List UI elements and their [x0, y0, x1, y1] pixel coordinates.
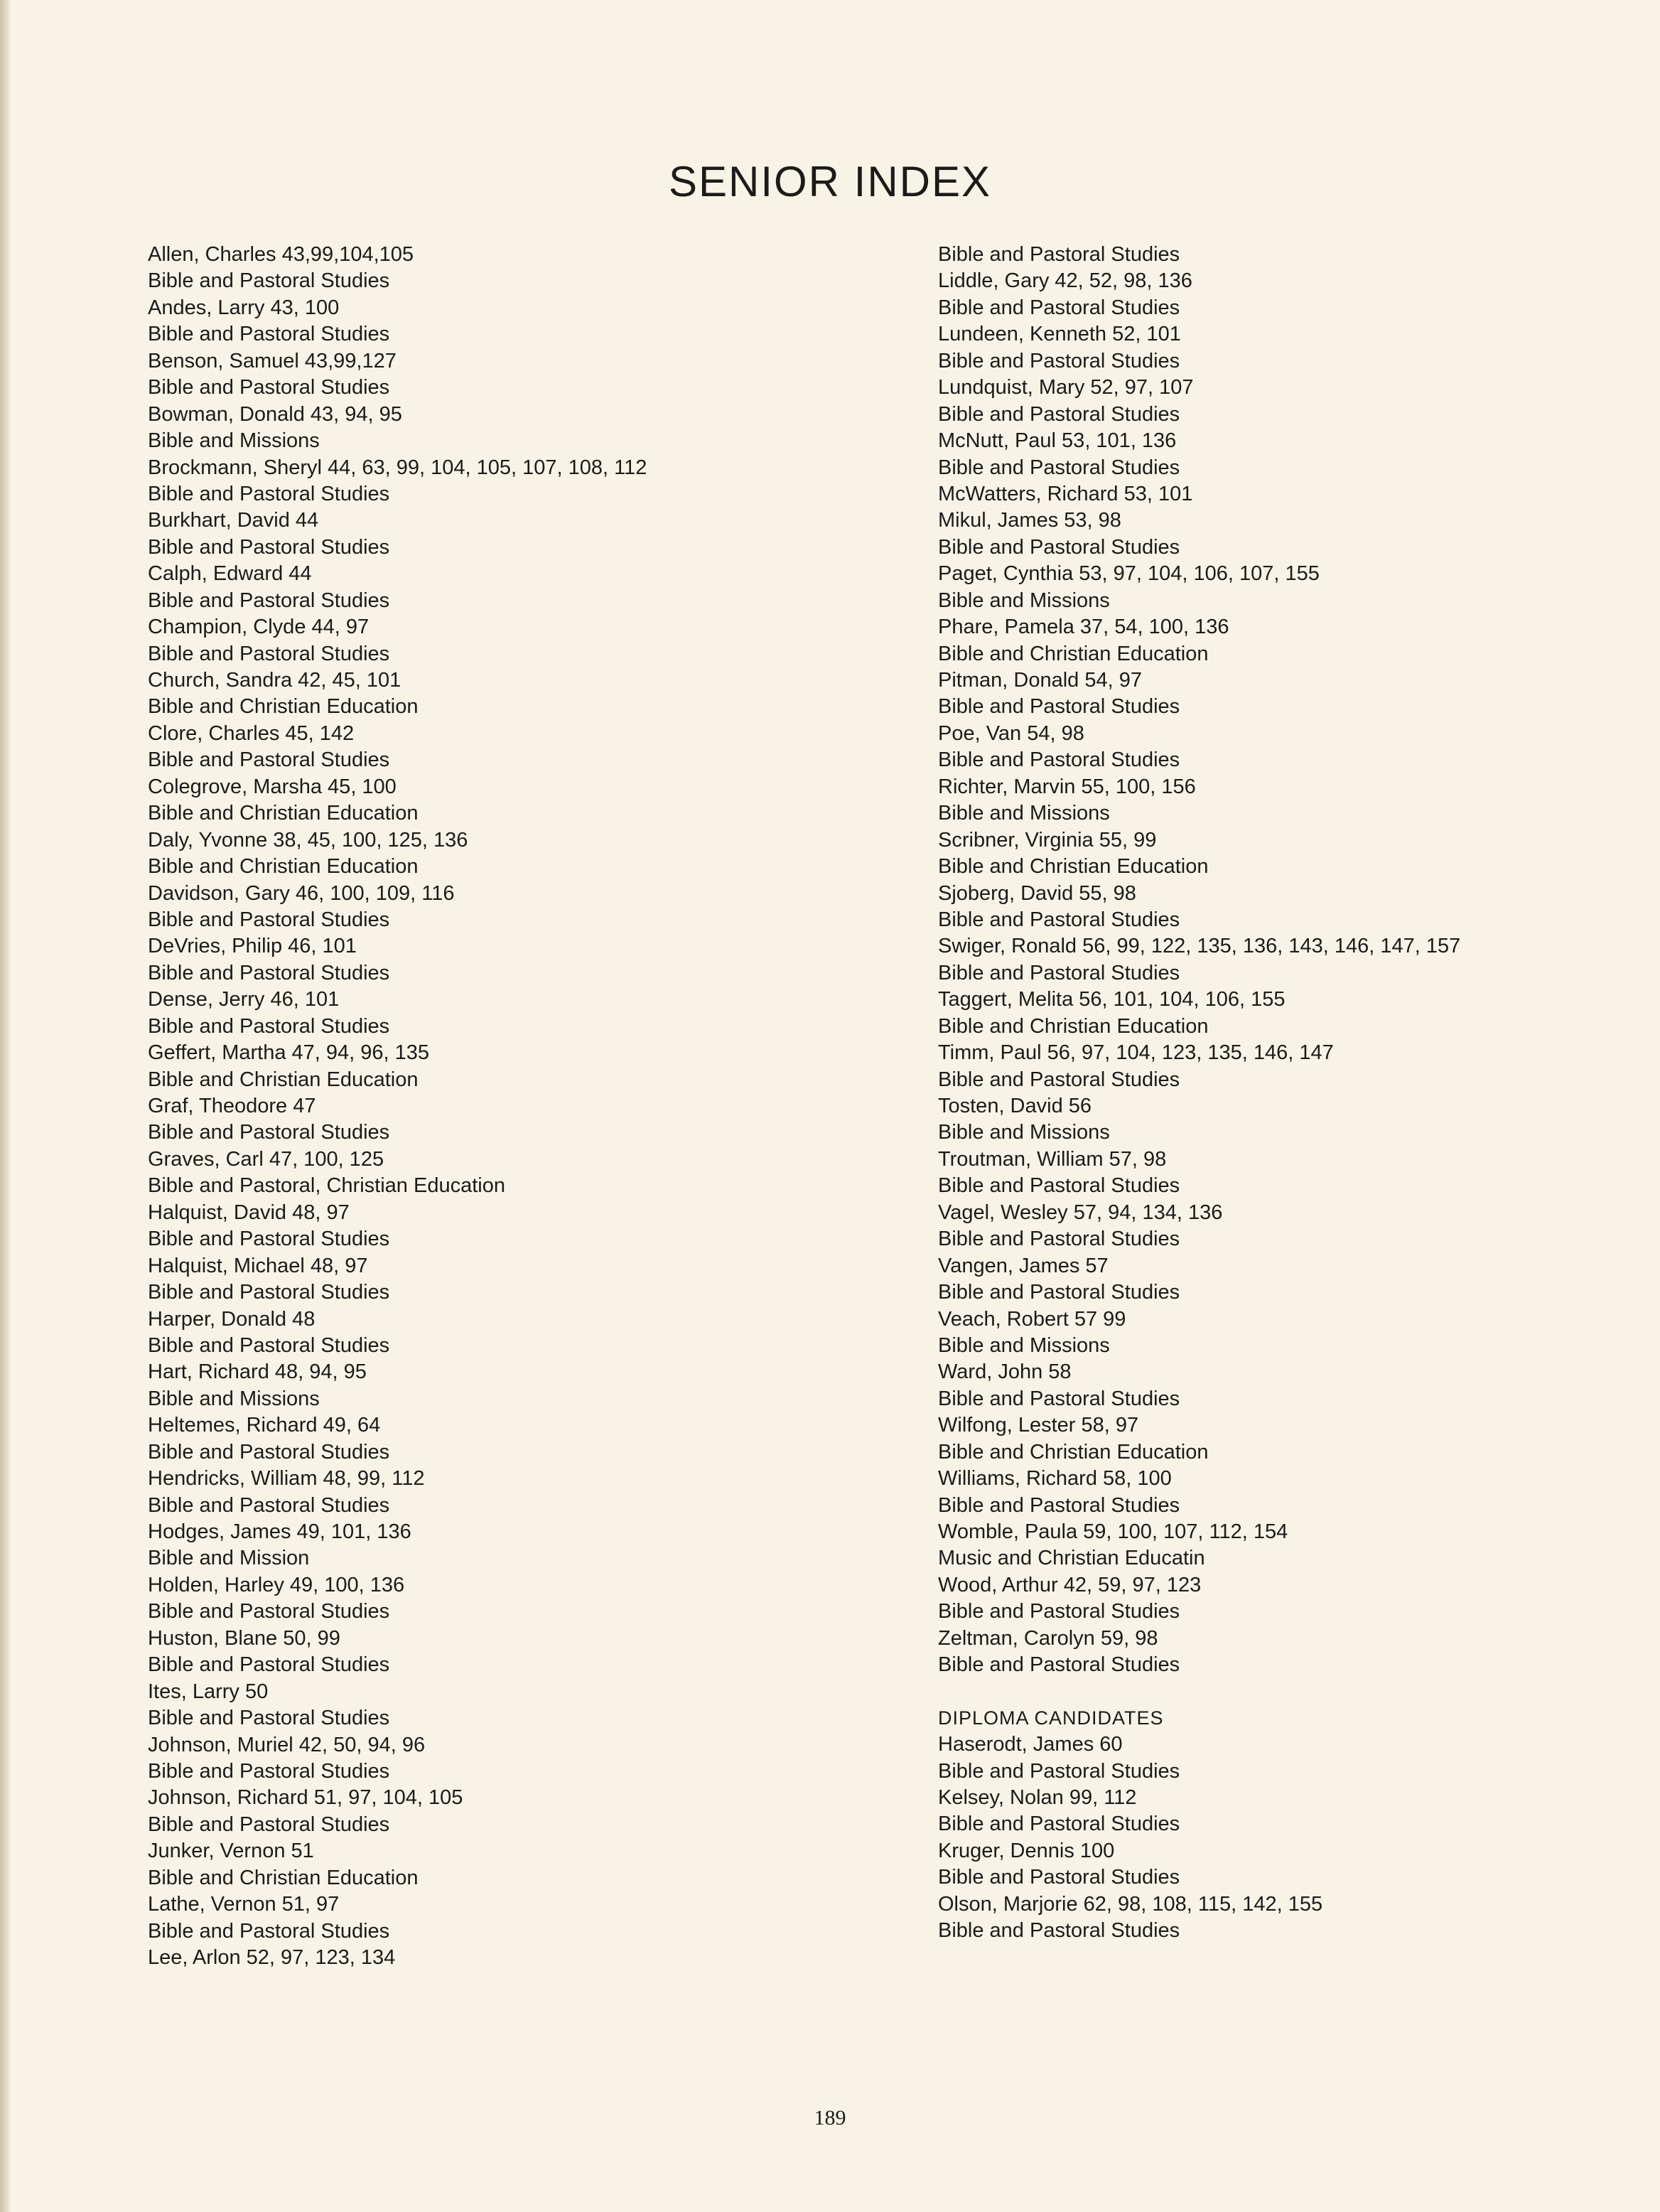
index-entry-name: Johnson, Muriel 42, 50, 94, 96 — [148, 1733, 426, 1756]
index-entry-name: Pitman, Donald 54, 97 — [938, 669, 1142, 692]
index-entry-program: Bible and Pastoral Studies — [938, 349, 1180, 372]
index-entry-name: Bowman, Donald 43, 94, 95 — [148, 402, 402, 426]
index-entry-name: Vangen, James 57 — [938, 1254, 1109, 1277]
index-entry-name: Richter, Marvin 55, 100, 156 — [938, 775, 1196, 798]
index-entry-name: Womble, Paula 59, 100, 107, 112, 154 — [938, 1520, 1288, 1543]
index-entry-name: Ites, Larry 50 — [148, 1680, 269, 1703]
index-entry-name: Timm, Paul 56, 97, 104, 123, 135, 146, 147 — [938, 1041, 1334, 1065]
index-entry-name: Hodges, James 49, 101, 136 — [148, 1520, 411, 1543]
index-entry-program: Bible and Pastoral Studies — [938, 961, 1180, 984]
index-entry-program: Bible and Christian Education — [938, 642, 1209, 665]
index-entry-name: Holden, Harley 49, 100, 136 — [148, 1573, 405, 1596]
index-entry-program: Bible and Pastoral Studies — [938, 1228, 1180, 1251]
index-entry-name: Zeltman, Carolyn 59, 98 — [938, 1626, 1158, 1650]
index-entry-program: Bible and Pastoral Studies — [148, 1653, 390, 1677]
index-entry-name: Allen, Charles 43,99,104,105 — [148, 243, 414, 266]
index-entry-name: Swiger, Ronald 56, 99, 122, 135, 136, 143, 146, 147, 157 — [938, 935, 1461, 958]
index-entry-name: Champion, Clyde 44, 97 — [148, 616, 370, 639]
index-entry-program: Bible and Pastoral Studies — [938, 1653, 1180, 1677]
index-entry-program: Bible and Pastoral Studies — [148, 1333, 390, 1357]
index-entry-program: Bible and Missions — [938, 1333, 1110, 1357]
index-entry-program: Bible and Christian Education — [148, 802, 419, 825]
index-entry-name: Hendricks, William 48, 99, 112 — [148, 1467, 425, 1491]
index-entry-program: Bible and Pastoral Studies — [148, 1014, 390, 1038]
index-entry-program: Bible and Pastoral Studies — [938, 1813, 1180, 1836]
page-binding-edge — [0, 0, 10, 2212]
index-entry-name: Huston, Blane 50, 99 — [148, 1626, 340, 1650]
index-entry-program: Bible and Pastoral Studies — [148, 908, 390, 931]
index-entry-program: Bible and Pastoral Studies — [938, 748, 1180, 772]
index-entry-program: Bible and Pastoral Studies — [148, 1600, 390, 1623]
index-entry-name: Heltemes, Richard 49, 64 — [148, 1414, 381, 1437]
index-entry-name: Olson, Marjorie 62, 98, 108, 115, 142, 155 — [938, 1892, 1323, 1916]
index-entry-program: Bible and Pastoral Studies — [938, 908, 1180, 931]
index-entry-program: Bible and Pastoral Studies — [148, 1440, 390, 1464]
index-entry-program: Bible and Pastoral Studies — [148, 535, 390, 559]
index-entry-program: Bible and Pastoral Studies — [938, 1281, 1180, 1304]
index-entry-program: Bible and Missions — [148, 1387, 320, 1410]
index-entry-program: Bible and Pastoral Studies — [938, 296, 1180, 319]
index-entry-name: Johnson, Richard 51, 97, 104, 105 — [148, 1786, 463, 1810]
index-entry-program: Bible and Pastoral Studies — [148, 323, 390, 346]
index-entry-program: Bible and Pastoral Studies — [148, 589, 390, 612]
index-entry-name: Scribner, Virginia 55, 99 — [938, 828, 1157, 852]
index-entry-program: Bible and Christian Education — [938, 855, 1209, 879]
index-entry-name: Vagel, Wesley 57, 94, 134, 136 — [938, 1201, 1223, 1224]
index-entry-program: Bible and Pastoral Studies — [938, 402, 1180, 426]
index-entry-program: Bible and Pastoral Studies — [938, 1493, 1180, 1517]
index-entry-program: Bible and Pastoral Studies — [938, 1174, 1180, 1198]
index-entry-program: Bible and Christian Education — [148, 855, 419, 879]
index-entry-name: Williams, Richard 58, 100 — [938, 1467, 1172, 1491]
index-entry-program: Bible and Pastoral Studies — [148, 1228, 390, 1251]
page-title: SENIOR INDEX — [668, 158, 992, 205]
index-entry-program: Bible and Pastoral Studies — [938, 1919, 1180, 1943]
index-entry-program: Bible and Pastoral Studies — [938, 1600, 1180, 1623]
index-entry-name: Graf, Theodore 47 — [148, 1095, 316, 1117]
index-entry-name: Veach, Robert 57 99 — [938, 1307, 1126, 1331]
index-entry-name: Mikul, James 53, 98 — [938, 509, 1121, 532]
page-number: 189 — [814, 2106, 846, 2130]
index-entry-name: Graves, Carl 47, 100, 125 — [148, 1147, 384, 1171]
index-entry-program: Bible and Mission — [148, 1547, 310, 1570]
index-entry-name: Hart, Richard 48, 94, 95 — [148, 1360, 367, 1384]
index-entry-name: Paget, Cynthia 53, 97, 104, 106, 107, 155 — [938, 562, 1320, 586]
index-entry-program: Bible and Pastoral Studies — [148, 1759, 390, 1783]
index-entry-program: Bible and Pastoral Studies — [938, 535, 1180, 559]
index-entry-name: Liddle, Gary 42, 52, 98, 136 — [938, 269, 1192, 293]
index-entry-program: Bible and Pastoral Studies — [148, 642, 390, 665]
index-entry-program: Bible and Christian Education — [938, 1014, 1209, 1038]
index-entry-program: Bible and Pastoral Studies — [938, 1759, 1180, 1783]
index-entry-name: Haserodt, James 60 — [938, 1733, 1123, 1756]
index-entry-name: Lundquist, Mary 52, 97, 107 — [938, 376, 1194, 399]
index-entry-name: Poe, Van 54, 98 — [938, 721, 1084, 745]
index-entry-program: Bible and Pastoral Studies — [148, 1121, 390, 1144]
index-entry-name: Harper, Donald 48 — [148, 1307, 316, 1331]
index-entry-name: Daly, Yvonne 38, 45, 100, 125, 136 — [148, 828, 468, 852]
index-entry-name: Kruger, Dennis 100 — [938, 1839, 1115, 1862]
index-entry-program: Bible and Christian Education — [148, 1866, 419, 1889]
index-entry-name: Brockmann, Sheryl 44, 63, 99, 104, 105, 107, 108, 112 — [148, 456, 647, 479]
index-entry-name: Colegrove, Marsha 45, 100 — [148, 775, 397, 798]
index-entry-program: Bible and Pastoral Studies — [148, 376, 390, 399]
index-entry-program: Bible and Pastoral Studies — [938, 695, 1180, 719]
index-entry-name: Wilfong, Lester 58, 97 — [938, 1414, 1139, 1437]
index-entry-program: Bible and Pastoral Studies — [938, 456, 1180, 479]
index-entry-name: McNutt, Paul 53, 101, 136 — [938, 429, 1177, 453]
index-entry-program: Bible and Missions — [148, 429, 320, 453]
index-entry-program: Bible and Pastoral Studies — [148, 1813, 390, 1836]
index-entry-name: Dense, Jerry 46, 101 — [148, 988, 340, 1011]
index-column-left — [148, 242, 647, 1971]
index-entry-name: Troutman, William 57, 98 — [938, 1147, 1167, 1171]
index-entry-name: Andes, Larry 43, 100 — [148, 296, 340, 319]
index-entry-program: Bible and Pastoral Studies — [938, 1068, 1180, 1091]
index-entry-name: Benson, Samuel 43,99,127 — [148, 349, 397, 372]
index-entry-name: Davidson, Gary 46, 100, 109, 116 — [148, 881, 455, 905]
index-entry-name: Burkhart, David 44 — [148, 509, 319, 532]
index-entry-name: Calph, Edward 44 — [148, 562, 312, 586]
index-entry-name: Sjoberg, David 55, 98 — [938, 881, 1136, 905]
section-spacer — [938, 1679, 1460, 1705]
index-entry-program: Bible and Pastoral Studies — [148, 482, 390, 505]
index-entry-program: Bible and Pastoral Studies — [938, 1387, 1180, 1410]
index-entry-name: Junker, Vernon 51 — [148, 1840, 314, 1863]
index-column-right — [938, 242, 1460, 1945]
index-entry-name: Church, Sandra 42, 45, 101 — [148, 669, 401, 692]
index-entry-program: Bible and Christian Education — [148, 695, 419, 719]
index-entry-program: Bible and Pastoral Studies — [148, 1707, 390, 1730]
index-entry-program: Bible and Missions — [938, 589, 1110, 612]
index-entry-program: Bible and Pastoral Studies — [148, 748, 390, 772]
index-entry-name: McWatters, Richard 53, 101 — [938, 482, 1193, 505]
index-entry-program: Bible and Christian Education — [148, 1068, 419, 1091]
index-entry-name: Lundeen, Kenneth 52, 101 — [938, 323, 1181, 346]
index-entry-name: Tosten, David 56 — [938, 1095, 1092, 1117]
index-entry-program: Bible and Pastoral Studies — [148, 961, 390, 984]
index-entry-name: Clore, Charles 45, 142 — [148, 721, 355, 745]
index-entry-program: Bible and Pastoral, Christian Education — [148, 1174, 505, 1198]
index-entry-name: Geffert, Martha 47, 94, 96, 135 — [148, 1041, 430, 1065]
index-entry-program: Bible and Pastoral Studies — [938, 243, 1180, 266]
index-entry-program: Music and Christian Educatin — [938, 1547, 1205, 1570]
index-entry-name: Ward, John 58 — [938, 1360, 1072, 1384]
index-entry-program: Bible and Missions — [938, 1121, 1110, 1144]
index-entry-program: Bible and Pastoral Studies — [148, 1493, 390, 1517]
index-entry-name: Halquist, David 48, 97 — [148, 1201, 350, 1224]
index-entry-program: Bible and Missions — [938, 802, 1110, 825]
index-entry-program: Bible and Pastoral Studies — [148, 1919, 390, 1943]
index-entry-program: Bible and Pastoral Studies — [148, 269, 390, 293]
index-entry-name: Phare, Pamela 37, 54, 100, 136 — [938, 616, 1229, 639]
index-entry-name: Halquist, Michael 48, 97 — [148, 1254, 368, 1277]
section-heading-diploma-candidates: DIPLOMA CANDIDATES — [938, 1707, 1164, 1729]
index-entry-name: Taggert, Melita 56, 101, 104, 106, 155 — [938, 988, 1286, 1011]
index-entry-name: Kelsey, Nolan 99, 112 — [938, 1786, 1137, 1809]
index-entry-name: Wood, Arthur 42, 59, 97, 123 — [938, 1573, 1202, 1596]
index-entry-name: DeVries, Philip 46, 101 — [148, 935, 357, 958]
index-entry-program: Bible and Pastoral Studies — [938, 1866, 1180, 1889]
index-entry-name: Lathe, Vernon 51, 97 — [148, 1893, 340, 1916]
index-entry-program: Bible and Christian Education — [938, 1440, 1209, 1464]
index-entry-program: Bible and Pastoral Studies — [148, 1281, 390, 1304]
index-entry-name: Lee, Arlon 52, 97, 123, 134 — [148, 1946, 396, 1969]
